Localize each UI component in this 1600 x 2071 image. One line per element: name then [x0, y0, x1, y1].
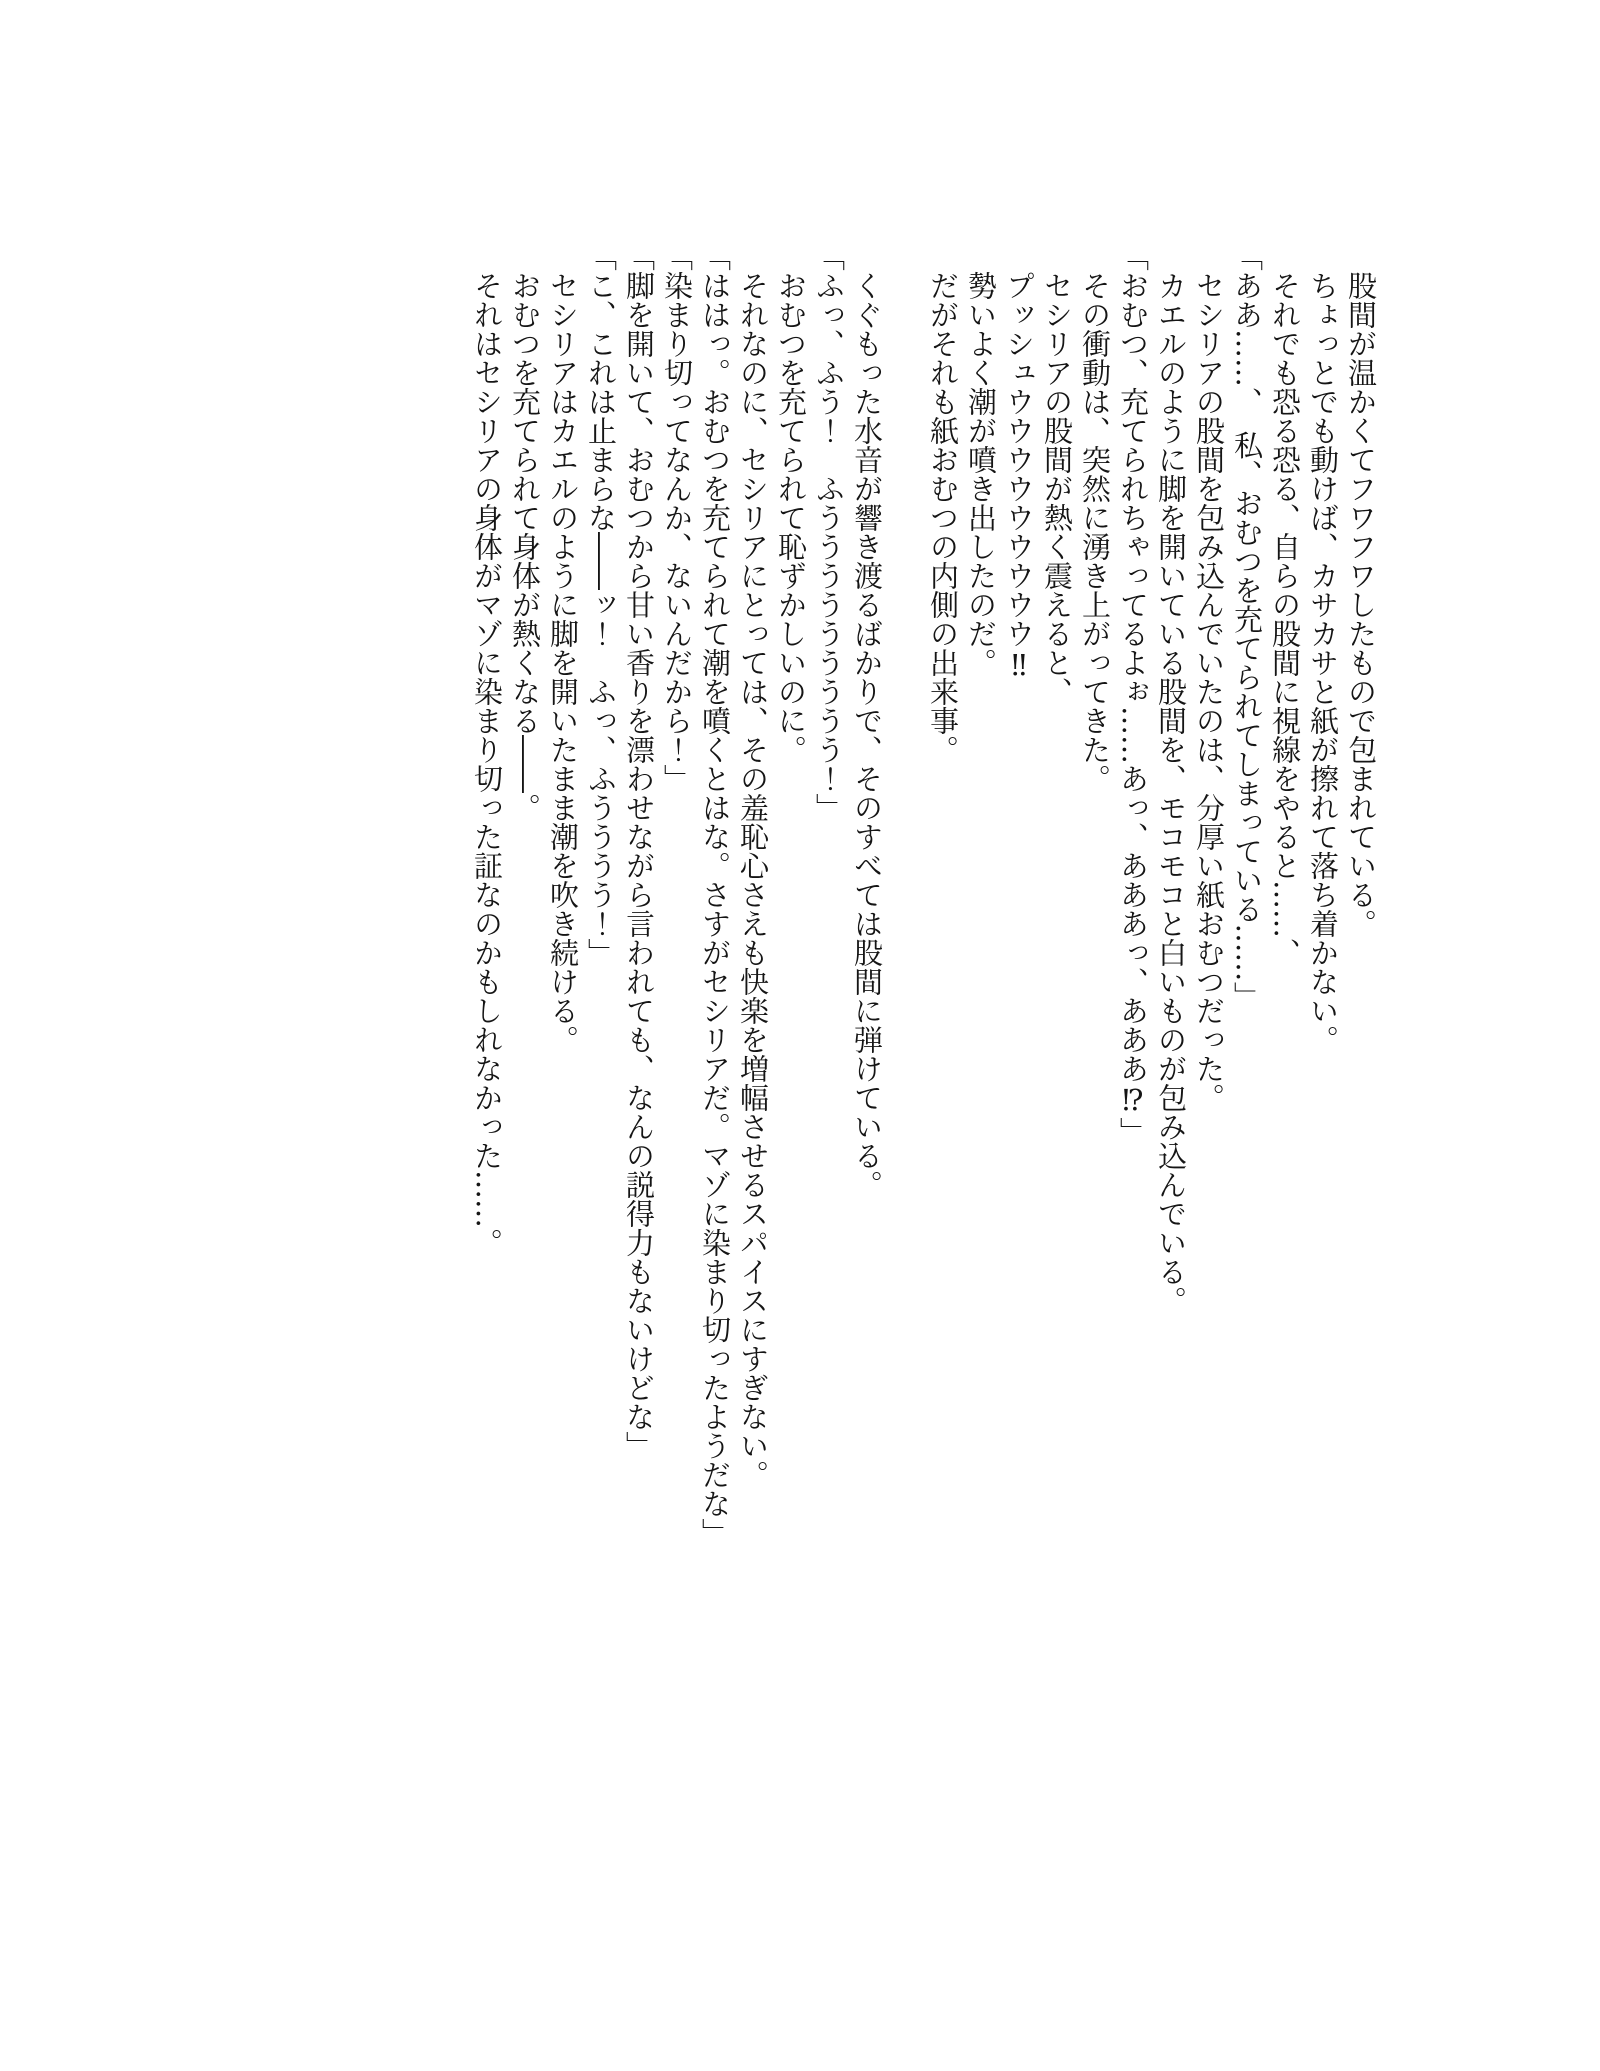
text-column: セシリアはカエルのように脚を開いたまま潮を吹き続ける。: [546, 271, 580, 1054]
text-column: ちょっとでも動けば、カサカサと紙が擦れて落ち着かない。: [1306, 271, 1340, 1054]
text-column: セシリアの股間を包み込んでいたのは、分厚い紙おむつだった。: [1192, 271, 1226, 1112]
text-column: セシリアの股間が熱く震えると、: [1040, 271, 1074, 706]
text-column: 股間が温かくてフワフワしたもので包まれている。: [1344, 271, 1378, 938]
text-column-quote: 「こ、これは止まらな――ッ！ ふっ、ふうううう！」: [584, 242, 618, 967]
text-column-quote: 「ふっ、ふう！ ふううううううううう！」: [812, 242, 846, 822]
text-column-quote: 「染まり切ってなんか、ないんだから！」: [660, 242, 694, 793]
text-column-quote: 「おむつ、充てられちゃってるよぉ……あっ、あああっ、あああ⁉」: [1116, 242, 1150, 1146]
section-break: [886, 242, 924, 1572]
text-column: プッシュウウウウウウウウウ‼: [1002, 271, 1036, 682]
text-column: その衝動は、突然に湧き上がってきた。: [1078, 271, 1112, 793]
text-column: それなのに、セシリアにとっては、その羞恥心さえも快楽を増幅させるスパイスにすぎない。: [736, 271, 770, 1489]
text-column: おむつを充てられて恥ずかしいのに。: [774, 271, 808, 764]
text-column: カエルのように脚を開いている股間を、モコモコと白いものが包み込んでいる。: [1154, 271, 1188, 1315]
text-column: それでも恐る恐る、自らの股間に視線をやると……、: [1268, 271, 1302, 967]
text-column-quote: 「脚を開いて、おむつから甘い香りを漂わせながら言われても、なんの説得力もないけどな」: [622, 242, 656, 1460]
text-column-quote: 「ああ……、 私、おむつを充てられてしまっている……」: [1230, 242, 1264, 1011]
text-column-quote: 「ははっ。おむつを充てられて潮を噴くとはな。さすがセシリアだ。マゾに染まり切ったようだな」: [698, 242, 732, 1547]
text-column: だがそれも紙おむつの内側の出来事。: [926, 271, 960, 764]
vertical-text-block: [468, 242, 1380, 1572]
text-column: 勢いよく潮が噴き出したのだ。: [964, 271, 998, 677]
text-column: それはセシリアの身体がマゾに染まり切った証なのかもしれなかった……。: [470, 271, 504, 1257]
text-column: くぐもった水音が響き渡るばかりで、そのすべては股間に弾けている。: [850, 271, 884, 1199]
text-column: おむつを充てられて身体が熱くなる――。: [508, 271, 542, 822]
